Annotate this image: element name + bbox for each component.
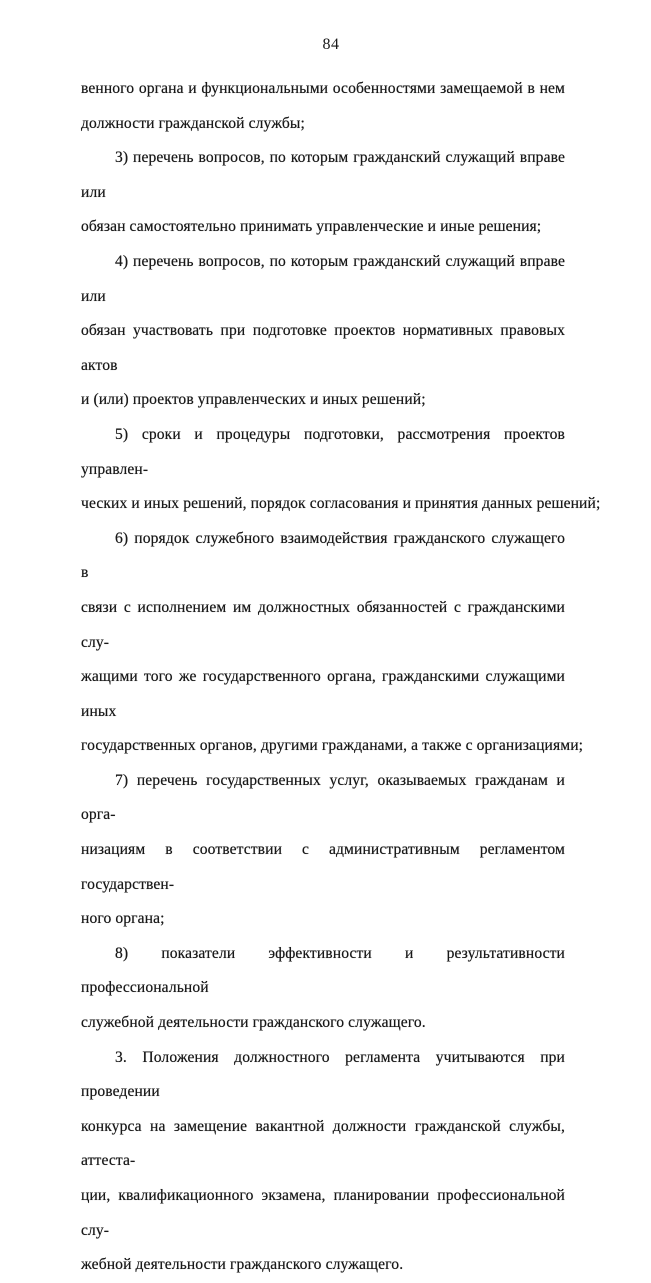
paragraph — [81, 418, 601, 522]
paragraph — [81, 141, 565, 245]
paragraph — [81, 245, 565, 418]
page-number: 84 — [322, 36, 340, 53]
text-line: обязан самостоятельно принимать управленческие и иные решения; — [81, 218, 542, 236]
text-line: жебной деятельности гражданского служащего. — [81, 1256, 404, 1274]
text-line: и (или) проектов управленческих и иных решений; — [81, 391, 426, 409]
text-line: ческих и иных решений, порядок согласования и принятия данных решений; — [81, 495, 601, 513]
paragraph — [81, 1041, 565, 1283]
text-line: 3) перечень вопросов, по которым гражданский служащий вправе или — [81, 149, 565, 201]
text-line: низациям в соответствии с административным регламентом государствен- — [81, 841, 565, 893]
paragraph — [81, 764, 565, 937]
text-line: 5) сроки и процедуры подготовки, рассмотрения проектов управлен- — [81, 425, 565, 478]
text-line: должности гражданской службы; — [81, 114, 305, 132]
text-line: государственных органов, другими гражданами, а также с организациями; — [81, 737, 584, 755]
paragraph — [81, 522, 584, 764]
text-line: 3. Положения должностного регламента учитываются при проведении — [81, 1048, 565, 1101]
text-line: связи с исполнением им должностных обязанностей с гражданскими слу- — [81, 598, 565, 651]
text-line: венного органа и функциональными особенностями замещаемой в нем — [81, 80, 565, 97]
text-line: 6) порядок служебного взаимодействия гражданского служащего в — [81, 529, 565, 582]
text-line: конкурса на замещение вакантной должности гражданской службы, аттеста- — [81, 1117, 565, 1170]
paragraph — [81, 72, 565, 141]
text-line: обязан участвовать при подготовке проектов нормативных правовых актов — [81, 322, 565, 374]
text-line: ного органа; — [81, 910, 165, 928]
paragraph — [81, 937, 565, 1041]
text-line: 7) перечень государственных услуг, оказываемых гражданам и орга- — [81, 771, 565, 824]
text-line: служебной деятельности гражданского служащего. — [81, 1014, 426, 1032]
text-line: 8) показатели эффективности и результативности профессиональной — [81, 944, 565, 997]
document-body — [81, 72, 601, 1283]
text-line: 4) перечень вопросов, по которым гражданский служащий вправе или — [81, 252, 565, 305]
text-line: ции, квалификационного экзамена, планировании профессиональной слу- — [81, 1187, 565, 1239]
text-line: жащими того же государственного органа, гражданскими служащими иных — [81, 668, 565, 720]
